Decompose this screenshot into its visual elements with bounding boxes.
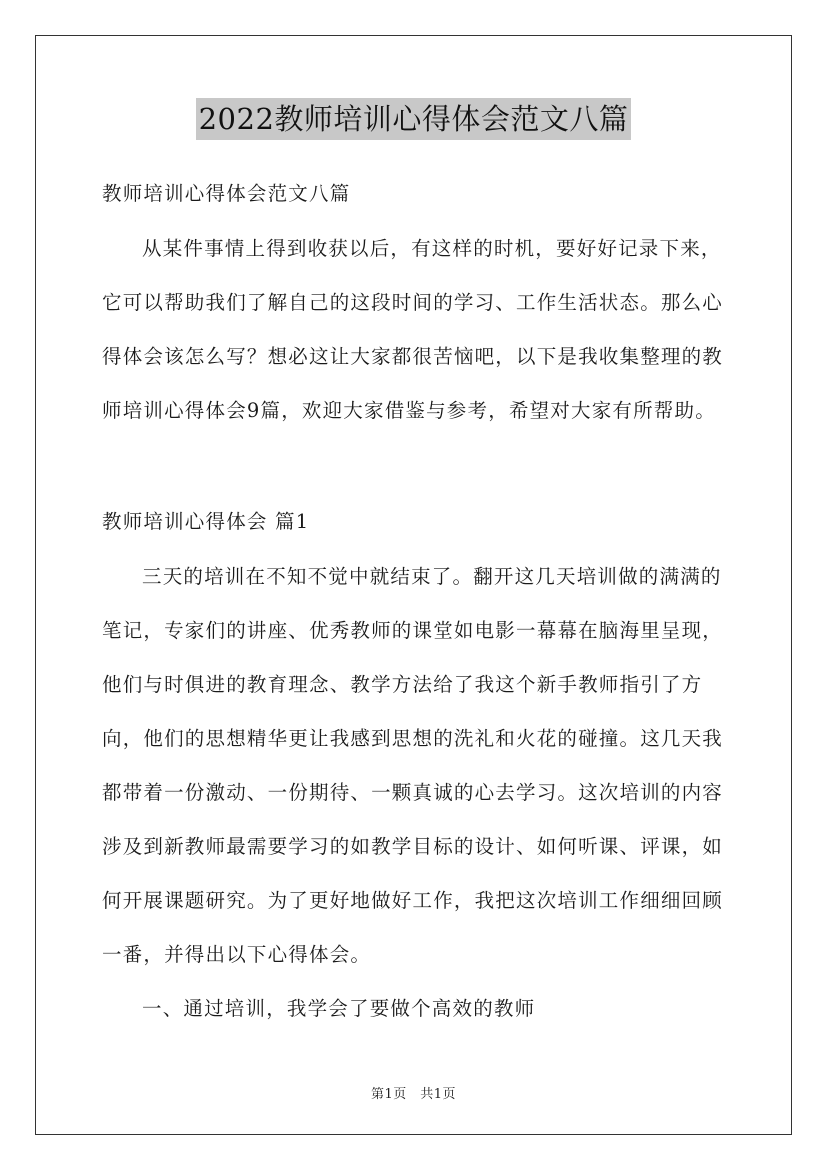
intro-paragraph: 从某件事情上得到收获以后，有这样的时机，要好好记录下来，它可以帮助我们了解自己的这段时间的学习、工作生活状态。那么心得体会该怎么写？想必这让大家都很苦恼吧，以下是我收集整理的教师培训心得体会9篇，欢迎大家借鉴与参考，希望对大家有所帮助。 — [102, 237, 724, 422]
document-body — [102, 172, 742, 1036]
section-heading: 教师培训心得体会 篇1 — [102, 510, 310, 533]
document-title: 2022教师培训心得体会范文八篇 — [196, 98, 632, 140]
title-container — [0, 98, 827, 140]
body-paragraph: 三天的培训在不知不觉中就结束了。翻开这几天培训做的满满的笔记，专家们的讲座、优秀教师的课堂如电影一幕幕在脑海里呈现，他们与时俱进的教育理念、教学方法给了我这个新手教师指引了方向，他们的思想精华更让我感到思想的洗礼和火花的碰撞。这几天我都带着一份激动、一份期待、一颗真诚的心去学习。这次培训的内容涉及到新教师最需要学习的如教学目标的设计、如何听课、评课，如何开展课题研究。为了更好地做好工作，我把这次培训工作细细回顾一番，并得出以下心得体会。 — [102, 565, 724, 966]
subheading-paragraph: 一、通过培训，我学会了要做个高效的教师 — [142, 997, 536, 1020]
section-heading: 教师培训心得体会范文八篇 — [102, 182, 351, 205]
page-footer: 第1页 共1页 — [370, 1087, 457, 1102]
